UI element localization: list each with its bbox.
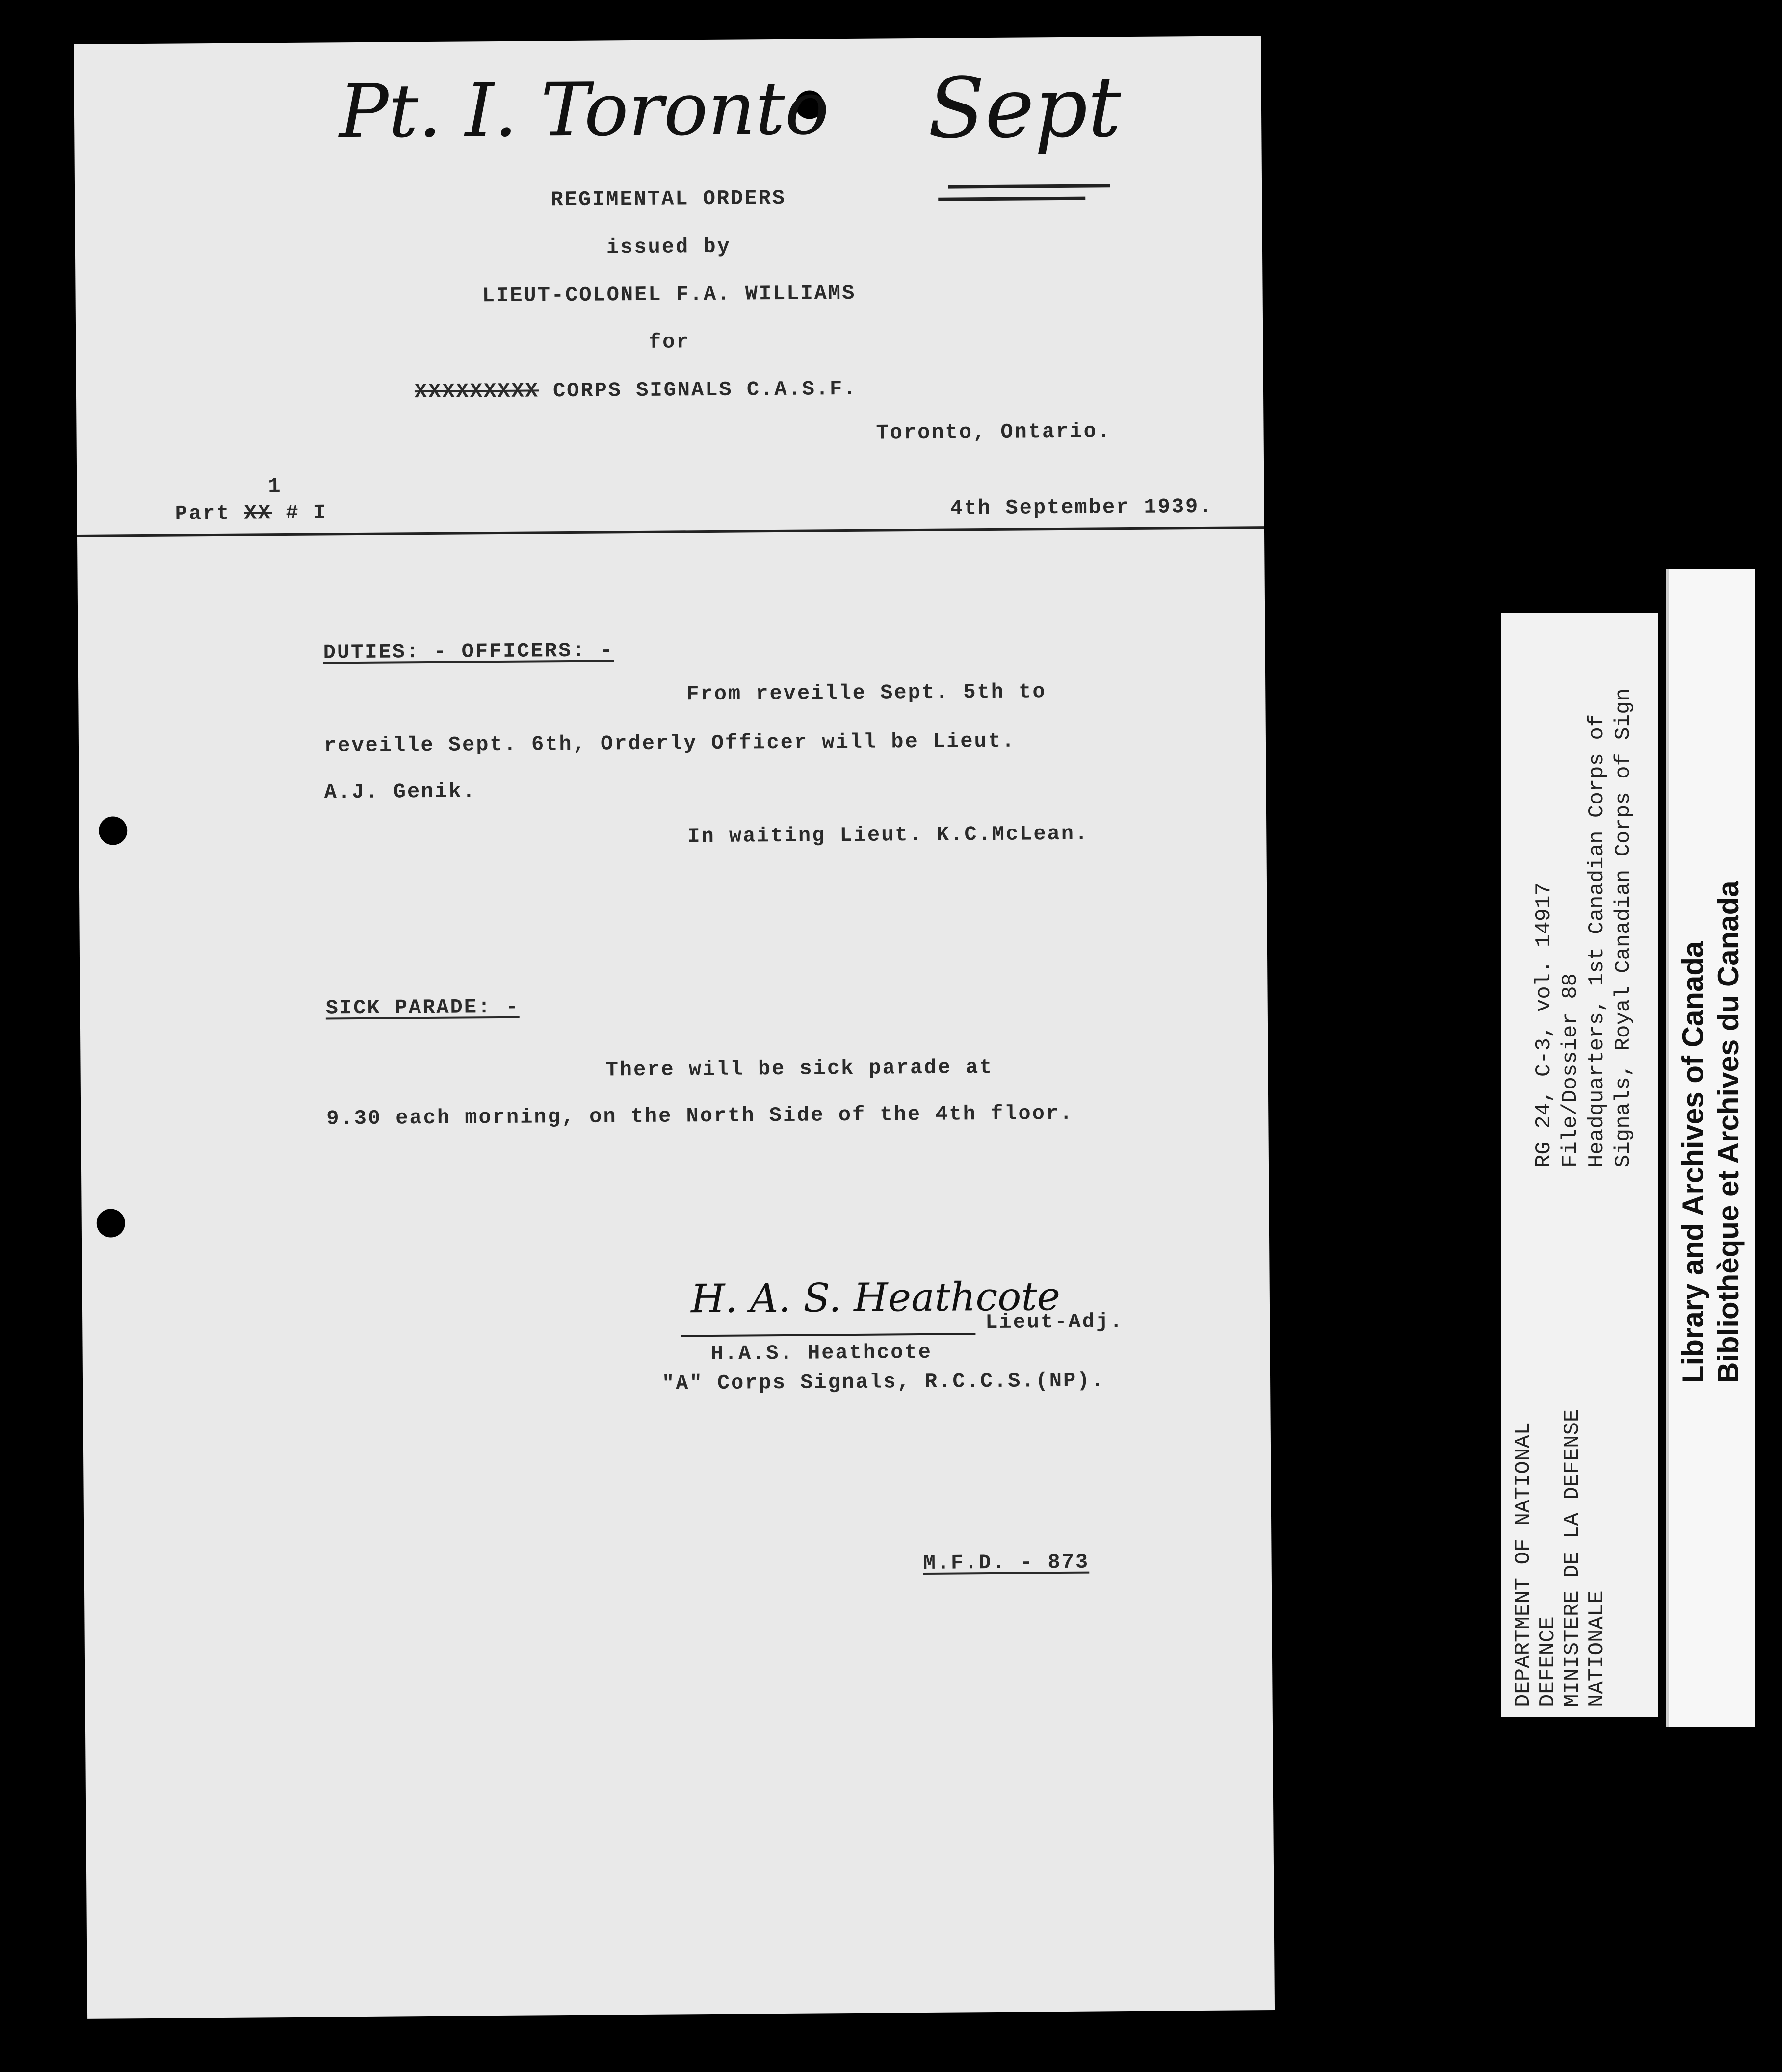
part-correction: 1	[268, 474, 282, 498]
duties-line-1: From reveille Sept. 5th to	[686, 680, 1047, 706]
archive-ref-line-2: File/Dossier 88	[1558, 973, 1583, 1167]
part-label: Part	[175, 501, 231, 526]
archive-reference	[1531, 688, 1637, 1167]
sick-parade-line-1: There will be sick parade at	[605, 1055, 994, 1082]
header-for: for	[648, 330, 690, 354]
stamp-line-fr: Bibliothèque et Archives du Canada	[1712, 881, 1745, 1383]
header-issued-by: issued by	[606, 234, 732, 259]
duties-line-4: In waiting Lieut. K.C.McLean.	[687, 822, 1089, 849]
punch-hole-bottom	[97, 1209, 125, 1237]
handwritten-month: Sept	[927, 59, 1122, 157]
header-location: Toronto, Ontario.	[876, 419, 1112, 445]
signature-unit: "A" Corps Signals, R.C.C.S.(NP).	[661, 1369, 1105, 1396]
archive-ref-line-3: Headquarters, 1st Canadian Corps of	[1585, 714, 1609, 1167]
handwritten-title: Pt. I. Toronto	[339, 66, 830, 155]
archive-stamp	[1666, 569, 1755, 1727]
archive-stamp-text	[1676, 881, 1746, 1383]
archive-dept-line-4: NATIONALE	[1585, 1590, 1609, 1707]
header-unit	[415, 377, 858, 404]
signature-name: H.A.S. Heathcote	[710, 1340, 933, 1366]
archive-dept-line-3: MINISTERE DE LA DEFENSE	[1560, 1409, 1585, 1707]
form-number: M.F.D. - 873	[923, 1550, 1090, 1575]
archive-department	[1511, 1409, 1609, 1707]
sick-parade-line-2: 9.30 each morning, on the North Side of the 4th floor.	[326, 1101, 1074, 1131]
header-divider	[77, 526, 1264, 537]
signature-line	[681, 1333, 975, 1337]
part-number	[175, 501, 328, 525]
punch-hole-middle	[99, 816, 127, 845]
duties-line-2: reveille Sept. 6th, Orderly Officer will be Lieut.	[323, 729, 1016, 758]
archive-ref-line-4: Signals, Royal Canadian Corps of Sign	[1611, 688, 1636, 1167]
sick-parade-heading: SICK PARADE: -	[325, 995, 520, 1020]
archive-dept-line-1: DEPARTMENT OF NATIONAL	[1511, 1422, 1536, 1707]
document-page	[74, 36, 1275, 2019]
archive-ref-line-1: RG 24, C-3, vol. 14917	[1532, 882, 1556, 1167]
struck-text: XXXXXXXXX	[414, 379, 539, 404]
duties-heading: DUTIES: - OFFICERS: -	[323, 639, 614, 665]
header-commander: LIEUT-COLONEL F.A. WILLIAMS	[482, 281, 856, 308]
handwritten-signature: H. A. S. Heathcote	[690, 1273, 1061, 1322]
order-date: 4th September 1939.	[950, 494, 1213, 520]
duties-line-3: A.J. Genik.	[324, 779, 477, 804]
archive-dept-line-2: DEFENCE	[1536, 1616, 1560, 1707]
archive-label	[1501, 613, 1658, 1717]
part-roman: # I	[286, 501, 328, 525]
unit-name: CORPS SIGNALS C.A.S.F.	[552, 377, 858, 403]
part-struck: XX	[244, 501, 272, 525]
header-regimental-orders: REGIMENTAL ORDERS	[550, 186, 786, 212]
signature-rank: Lieut-Adj.	[985, 1310, 1124, 1335]
stamp-line-en: Library and Archives of Canada	[1677, 941, 1709, 1383]
